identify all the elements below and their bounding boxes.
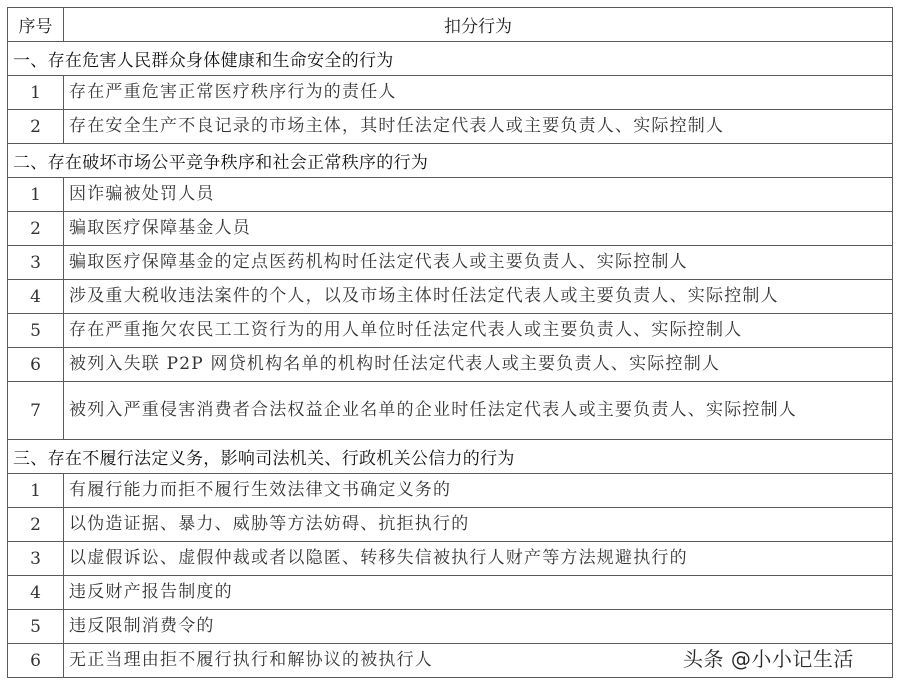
deduction-behavior-table-container [7,7,893,678]
row-number: 1 [8,178,64,212]
row-action: 存在严重危害正常医疗秩序行为的责任人 [64,76,893,110]
row-action: 骗取医疗保障基金的定点医药机构时任法定代表人或主要负责人、实际控制人 [64,246,893,280]
row-number: 2 [8,508,64,542]
row-number: 7 [8,382,64,440]
row-number: 6 [8,644,64,678]
row-action: 违反限制消费令的 [64,610,893,644]
row-number: 2 [8,212,64,246]
deduction-behavior-table [7,7,893,678]
header-action: 扣分行为 [64,8,893,42]
table-row [8,314,893,348]
row-action: 涉及重大税收违法案件的个人，以及市场主体时任法定代表人或主要负责人、实际控制人 [64,280,893,314]
table-row [8,178,893,212]
section-row-2 [8,144,893,178]
row-number: 2 [8,110,64,144]
section-title: 一、存在危害人民群众身体健康和生命安全的行为 [8,42,893,76]
row-action: 被列入严重侵害消费者合法权益企业名单的企业时任法定代表人或主要负责人、实际控制人 [64,382,893,440]
section-row-1 [8,42,893,76]
table-row [8,508,893,542]
row-action: 以虚假诉讼、虚假仲裁或者以隐匿、转移失信被执行人财产等方法规避执行的 [64,542,893,576]
table-row [8,576,893,610]
table-row [8,212,893,246]
table-row [8,76,893,110]
table-row [8,610,893,644]
row-action: 存在安全生产不良记录的市场主体，其时任法定代表人或主要负责人、实际控制人 [64,110,893,144]
row-number: 1 [8,76,64,110]
row-number: 3 [8,246,64,280]
row-action: 骗取医疗保障基金人员 [64,212,893,246]
table-row [8,280,893,314]
row-action: 违反财产报告制度的 [64,576,893,610]
table-header-row [8,8,893,42]
row-action: 有履行能力而拒不履行生效法律文书确定义务的 [64,474,893,508]
table-row [8,542,893,576]
row-action: 被列入失联 P2P 网贷机构名单的机构时任法定代表人或主要负责人、实际控制人 [64,348,893,382]
table-row [8,110,893,144]
row-number: 4 [8,576,64,610]
table-row [8,382,893,440]
row-action: 因诈骗被处罚人员 [64,178,893,212]
row-action: 以伪造证据、暴力、威胁等方法妨碍、抗拒执行的 [64,508,893,542]
section-title: 三、存在不履行法定义务，影响司法机关、行政机关公信力的行为 [8,440,893,474]
table-row [8,474,893,508]
watermark: 头条 @小小记生活 [683,647,854,671]
header-number: 序号 [8,8,64,42]
row-number: 5 [8,610,64,644]
row-action: 无正当理由拒不履行执行和解协议的被执行人 [64,644,893,678]
section-title: 二、存在破坏市场公平竞争秩序和社会正常秩序的行为 [8,144,893,178]
row-number: 3 [8,542,64,576]
table-row [8,246,893,280]
table-row [8,348,893,382]
row-number: 1 [8,474,64,508]
row-number: 6 [8,348,64,382]
row-action: 存在严重拖欠农民工工资行为的用人单位时任法定代表人或主要负责人、实际控制人 [64,314,893,348]
row-number: 4 [8,280,64,314]
row-number: 5 [8,314,64,348]
section-row-3 [8,440,893,474]
